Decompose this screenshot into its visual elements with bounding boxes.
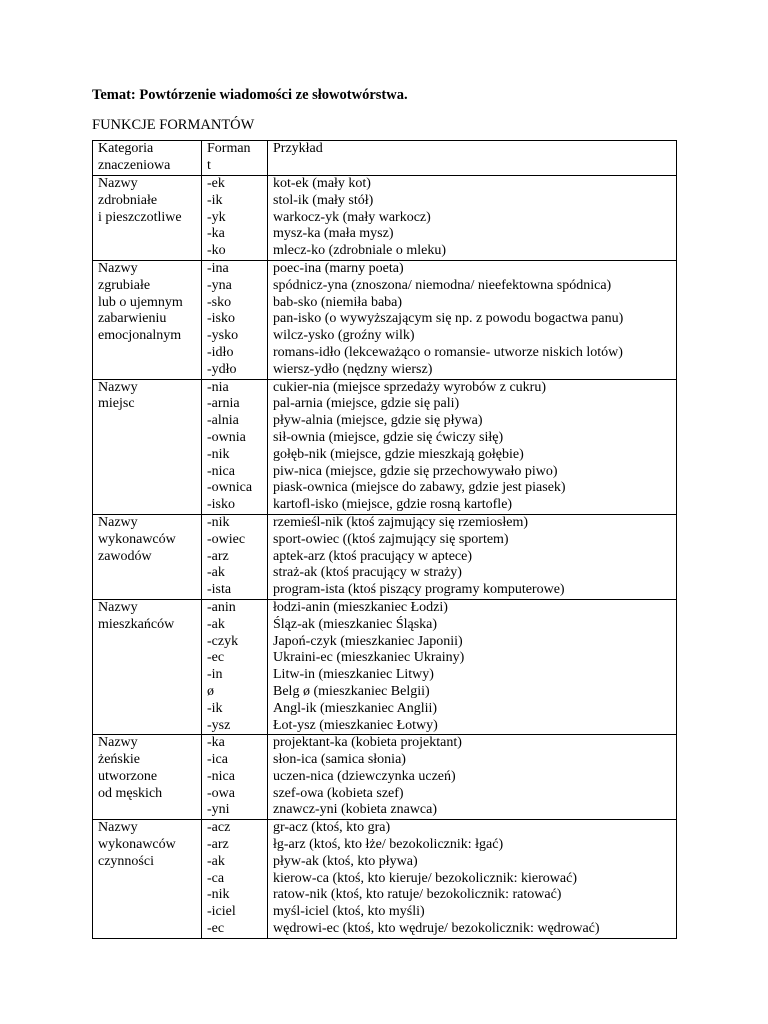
formants-cell: -nia -arnia -alnia -ownia -nik -nica -ownica -isko [202,379,268,514]
examples-cell: rzemieśl-nik (ktoś zajmujący się rzemiosłem) sport-owiec ((ktoś zajmujący się sportem) aptek-arz (ktoś pracujący w aptece) straż-ak (ktoś pracujący w straży) program-ista (ktoś piszący programy komputerowe) [268,514,677,599]
formants-cell: -ek -ik -yk -ka -ko [202,176,268,261]
header-formant: Forman t [202,141,268,176]
category-cell: Nazwy mieszkańców [93,599,202,734]
formants-table [92,140,677,939]
examples-cell: łodzi-anin (mieszkaniec Łodzi) Śląz-ak (mieszkaniec Śląska) Japoń-czyk (mieszkaniec Japonii) Ukraini-ec (mieszkaniec Ukrainy) Litw-in (mieszkaniec Litwy) Belg ø (mieszkaniec Belgii) Angl-ik (mieszkaniec Anglii) Łot-ysz (mieszkaniec Łotwy) [268,599,677,734]
category-cell: Nazwy wykonawców zawodów [93,514,202,599]
formants-cell: -ina -yna -sko -isko -ysko -idło -ydło [202,260,268,379]
formants-cell: -nik -owiec -arz -ak -ista [202,514,268,599]
table-row [93,176,677,261]
category-cell: Nazwy zdrobniałe i pieszczotliwe [93,176,202,261]
document-page [92,86,676,939]
category-cell: Nazwy miejsc [93,379,202,514]
header-example: Przykład [268,141,677,176]
table-row [93,735,677,820]
examples-cell: projektant-ka (kobieta projektant) słon-ica (samica słonia) uczen-nica (dziewczynka uczeń) szef-owa (kobieta szef) znawcz-yni (kobieta znawca) [268,735,677,820]
section-heading: FUNKCJE FORMANTÓW [92,117,255,133]
page-title: Temat: Powtórzenie wiadomości ze słowotwórstwa. [92,87,408,103]
formants-cell: -anin -ak -czyk -ec -in ø -ik -ysz [202,599,268,734]
header-category: Kategoria znaczeniowa [93,141,202,176]
examples-cell: kot-ek (mały kot) stol-ik (mały stół) warkocz-yk (mały warkocz) mysz-ka (mała mysz) mlecz-ko (zdrobniale o mleku) [268,176,677,261]
table-row [93,514,677,599]
table-row [93,599,677,734]
category-cell: Nazwy żeńskie utworzone od męskich [93,735,202,820]
table-row [93,260,677,379]
category-cell: Nazwy zgrubiałe lub o ujemnym zabarwieniu emocjonalnym [93,260,202,379]
table-header-row [93,141,677,176]
formants-cell: -acz -arz -ak -ca -nik -iciel -ec [202,820,268,939]
table-row [93,379,677,514]
examples-cell: gr-acz (ktoś, kto gra) łg-arz (ktoś, kto łże/ bezokolicznik: łgać) pływ-ak (ktoś, kto pływa) kierow-ca (ktoś, kto kieruje/ bezokolicznik: kierować) ratow-nik (ktoś, kto ratuje/ bezokolicznik: ratować) myśl-iciel (ktoś, kto myśli) wędrowi-ec (ktoś, kto wędruje/ bezokolicznik: wędrować) [268,820,677,939]
category-cell: Nazwy wykonawców czynności [93,820,202,939]
table-row [93,820,677,939]
examples-cell: cukier-nia (miejsce sprzedaży wyrobów z cukru) pal-arnia (miejsce, gdzie się pali) pływ-alnia (miejsce, gdzie się pływa) sił-ownia (miejsce, gdzie się ćwiczy siłę) gołęb-nik (miejsce, gdzie mieszkają gołębie) piw-nica (miejsce, gdzie się przechowywało piwo) piask-ownica (miejsce do zabawy, gdzie jest piasek) kartofl-isko (miejsce, gdzie rosną kartofle) [268,379,677,514]
formants-cell: -ka -ica -nica -owa -yni [202,735,268,820]
examples-cell: poec-ina (marny poeta) spódnicz-yna (znoszona/ niemodna/ nieefektowna spódnica) bab-sko (niemiła baba) pan-isko (o wywyższającym się np. z powodu bogactwa panu) wilcz-ysko (groźny wilk) romans-idło (lekceważąco o romansie- utworze niskich lotów) wiersz-ydło (nędzny wiersz) [268,260,677,379]
